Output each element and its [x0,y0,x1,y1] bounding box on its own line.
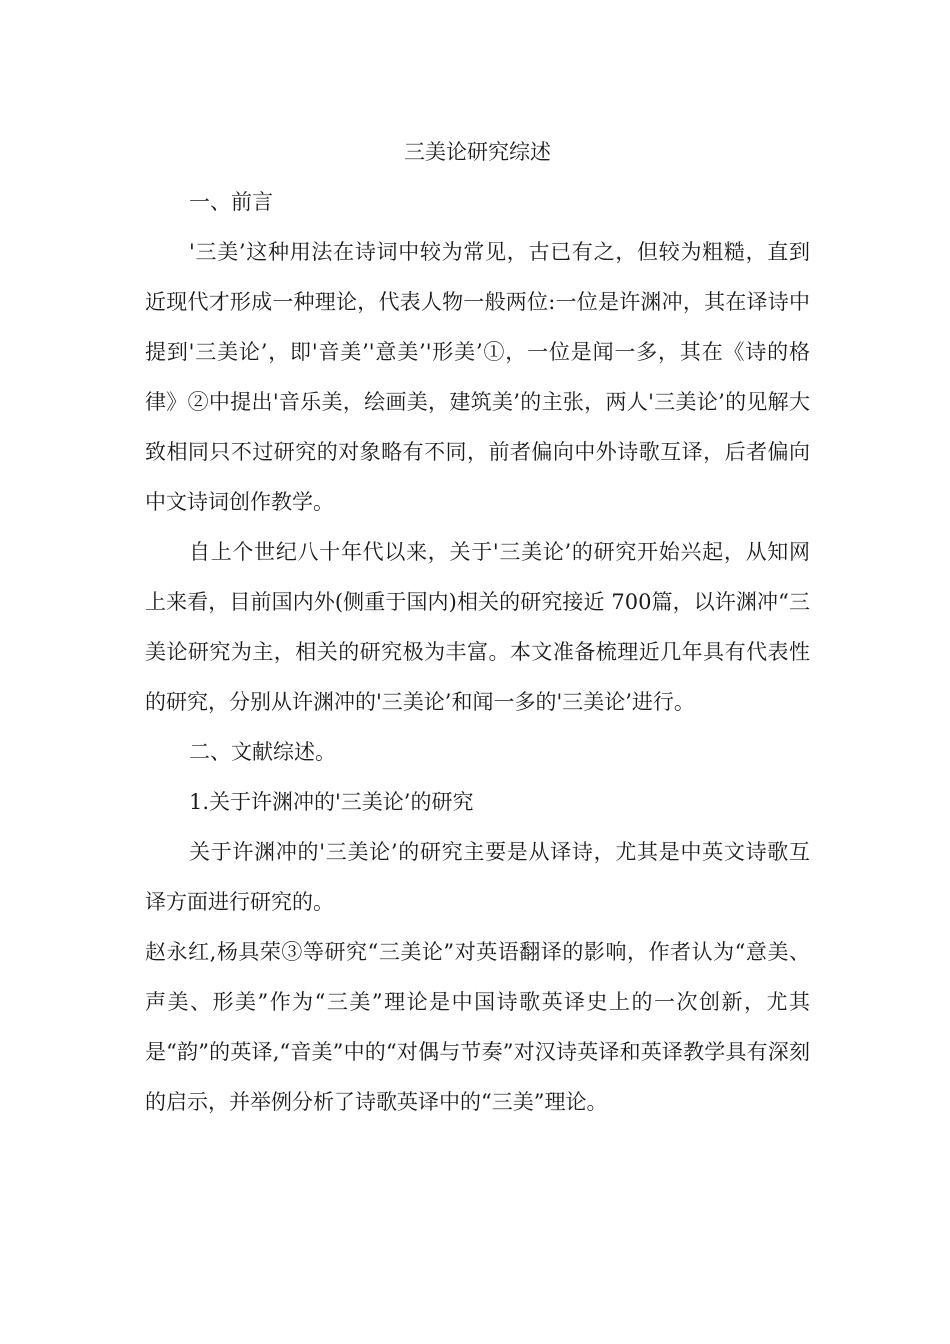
paragraph-zhao-yang-study: 赵永红,杨具荣③等研究“三美论”对英语翻译的影响，作者认为“意美、声美、形美”作为“三美”理论是中国诗歌英译史上的一次创新，尤其是“韵”的英译,“音美”中的“对偶与节奏”对汉诗英译和英译教学具有深刻的启示，并举例分析了诗歌英译中的“三美”理论。 [145,940,810,1114]
document-title: 三美论研究综述 [404,140,551,164]
section-heading-literature-review: 二、文献综述。 [189,740,336,764]
paragraph-preface-2: 自上个世纪八十年代以来，关于'三美论’的研究开始兴起，从知网上来看，目前国内外(侧重于国内)相关的研究接近 700篇，以许渊冲“三美论研究为主，相关的研究极为丰富。本文准备梳理近几年具有代表性的研究，分别从许渊冲的'三美论’和闻一多的'三美论’进行。 [145,540,810,714]
subsection-heading-xu-yuanchong: 1.关于许渊冲的'三美论’的研究 [189,790,474,814]
paragraph-preface-1: '三美’这种用法在诗词中较为常见，古已有之，但较为粗糙，直到近现代才形成一种理论，代表人物一般两位:一位是许渊冲，其在译诗中提到'三美论’，即'音美’'意美’'形美’①，一位是闻一多，其在《诗的格律》②中提出'音乐美，绘画美，建筑美’的主张，两人'三美论’的见解大致相同只不过研究的对象略有不同，前者偏向中外诗歌互译，后者偏向中文诗词创作教学。 [145,240,810,514]
document-page [145,127,810,1127]
section-heading-preface: 一、前言 [189,190,273,214]
paragraph-xu-yuanchong-intro: 关于许渊冲的'三美论’的研究主要是从译诗，尤其是中英文诗歌互译方面进行研究的。 [145,840,810,914]
